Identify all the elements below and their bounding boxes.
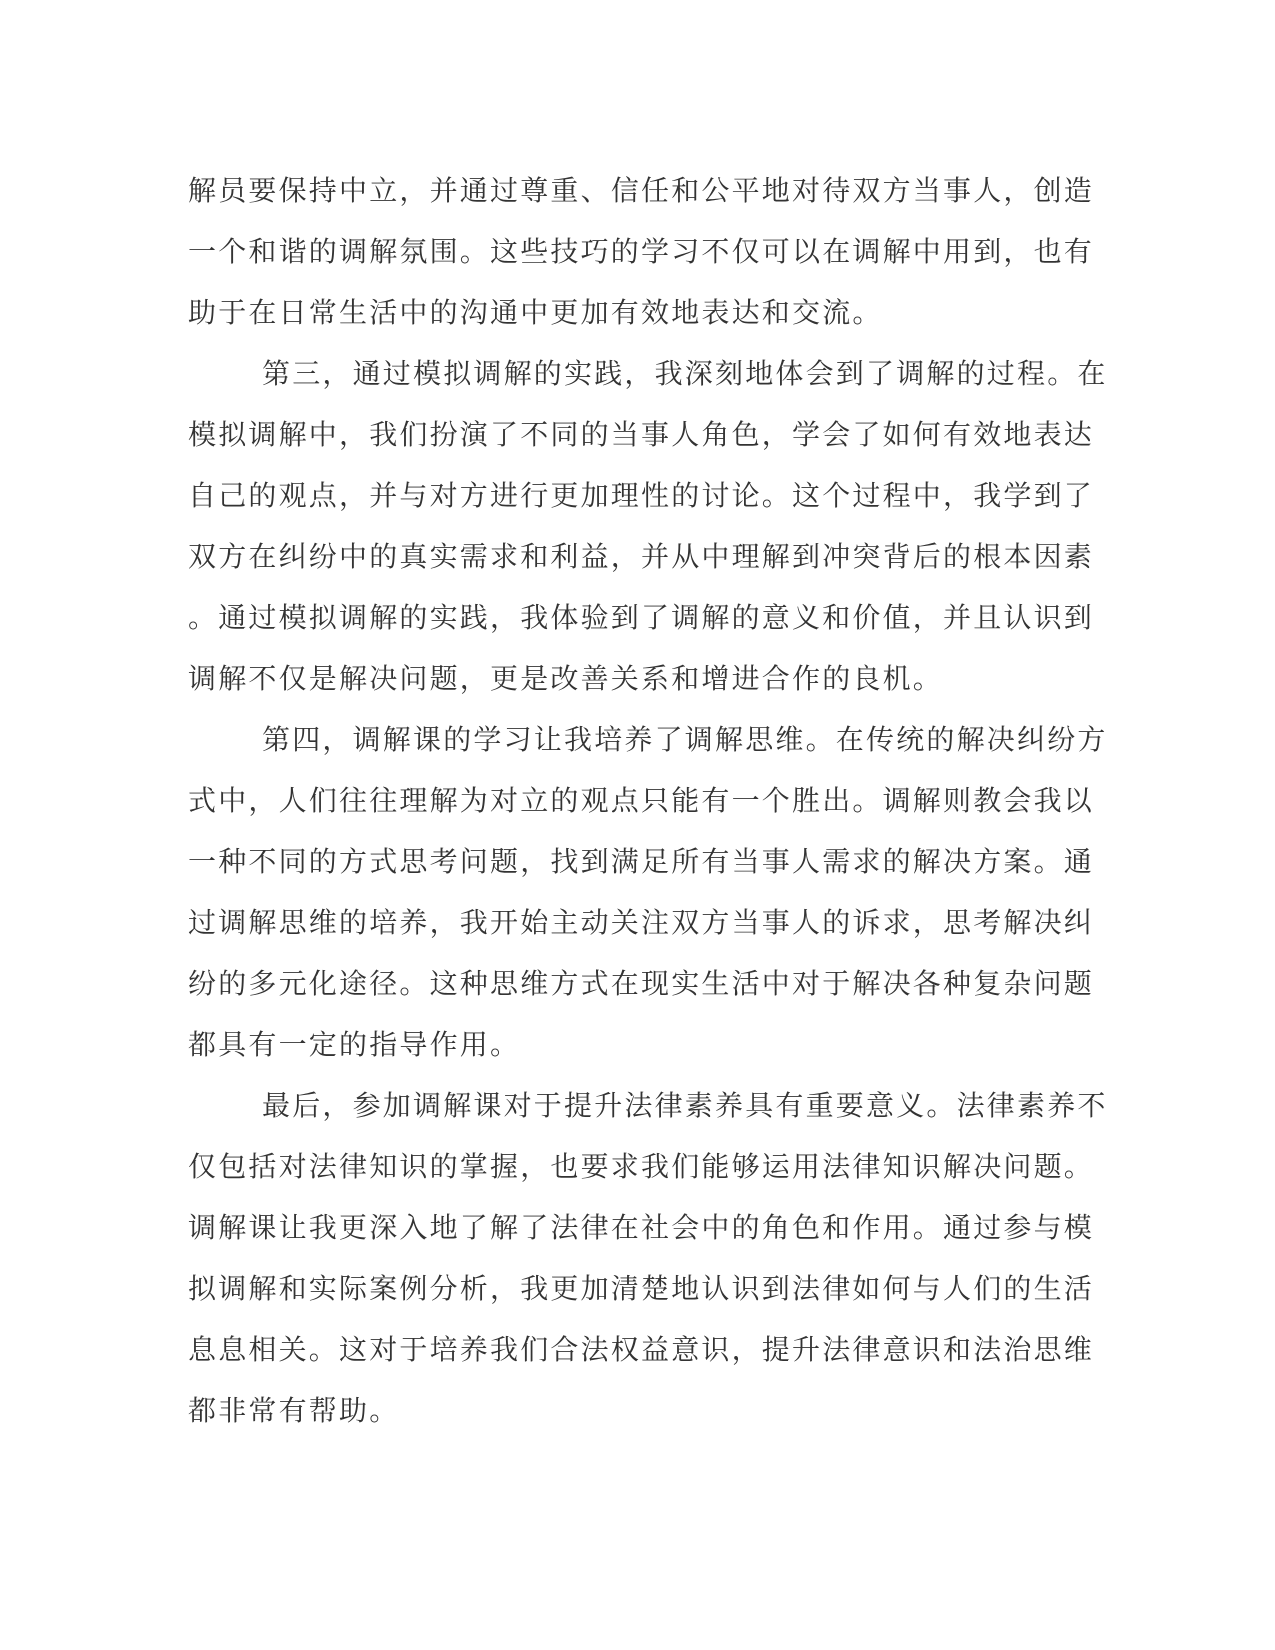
text-line: 纷的多元化途径。这种思维方式在现实生活中对于解决各种复杂问题	[188, 967, 1095, 1000]
text-line: 息息相关。这对于培养我们合法权益意识，提升法律意识和法治思维	[188, 1333, 1095, 1366]
text-line: 一个和谐的调解氛围。这些技巧的学习不仅可以在调解中用到，也有	[188, 235, 1095, 268]
text-line: 模拟调解中，我们扮演了不同的当事人角色，学会了如何有效地表达	[188, 418, 1095, 451]
text-line: 最后，参加调解课对于提升法律素养具有重要意义。法律素养不	[262, 1089, 1108, 1122]
text-line: 第四，调解课的学习让我培养了调解思维。在传统的解决纠纷方	[262, 723, 1108, 756]
document-body	[188, 160, 1108, 1441]
text-line: 第三，通过模拟调解的实践，我深刻地体会到了调解的过程。在	[262, 357, 1108, 390]
text-line: 式中，人们往往理解为对立的观点只能有一个胜出。调解则教会我以	[188, 784, 1095, 817]
text-line: 仅包括对法律知识的掌握，也要求我们能够运用法律知识解决问题。	[188, 1150, 1095, 1183]
text-line: 解员要保持中立，并通过尊重、信任和公平地对待双方当事人，创造	[188, 174, 1095, 207]
paragraph-fourth	[188, 709, 1108, 1075]
text-line: 助于在日常生活中的沟通中更加有效地表达和交流。	[188, 296, 883, 329]
paragraph-third	[188, 343, 1108, 709]
text-line: 都非常有帮助。	[188, 1394, 400, 1427]
text-line: 一种不同的方式思考问题，找到满足所有当事人需求的解决方案。通	[188, 845, 1095, 878]
text-line: 自己的观点，并与对方进行更加理性的讨论。这个过程中，我学到了	[188, 479, 1095, 512]
paragraph-final	[188, 1075, 1108, 1441]
paragraph-continued	[188, 160, 1095, 343]
text-line: 拟调解和实际案例分析，我更加清楚地认识到法律如何与人们的生活	[188, 1272, 1095, 1305]
text-line: 调解课让我更深入地了解了法律在社会中的角色和作用。通过参与模	[188, 1211, 1095, 1244]
text-line: 过调解思维的培养，我开始主动关注双方当事人的诉求，思考解决纠	[188, 906, 1095, 939]
text-line: 。通过模拟调解的实践，我体验到了调解的意义和价值，并且认识到	[188, 601, 1095, 634]
text-line: 调解不仅是解决问题，更是改善关系和增进合作的良机。	[188, 662, 944, 695]
text-line: 双方在纠纷中的真实需求和利益，并从中理解到冲突背后的根本因素	[188, 540, 1095, 573]
text-line: 都具有一定的指导作用。	[188, 1028, 521, 1061]
